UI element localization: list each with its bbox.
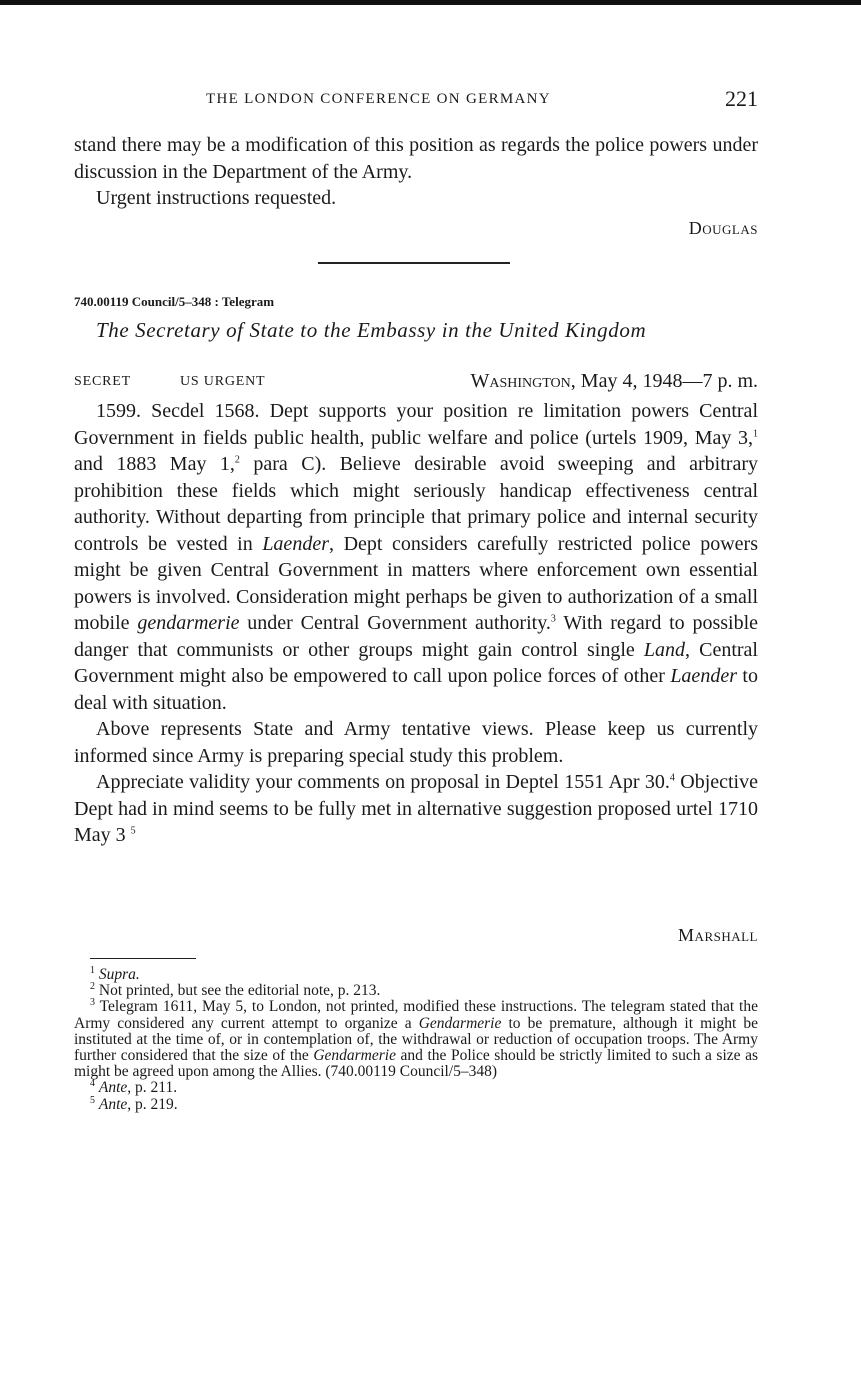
footnote-rule	[90, 958, 196, 959]
footnote-ref-5: 5	[130, 825, 136, 837]
section-divider	[318, 262, 510, 264]
paragraph-3	[74, 769, 758, 849]
footnote-1-number: 1	[90, 964, 95, 976]
footnote-3-text-c: and the Police should be strictly limited to such a size as might be agreed upon among the Allies. (740.00119 Council/5–348)	[74, 1047, 758, 1081]
classification-label: SECRET	[74, 374, 131, 389]
footnote-1	[74, 964, 758, 983]
urgent-request: Urgent instructions requested.	[96, 187, 337, 209]
p1-text-h: to deal with situation.	[74, 665, 758, 714]
page-number: 221	[725, 86, 758, 111]
telegram-body	[74, 398, 758, 849]
signature-douglas: Douglas	[688, 218, 758, 238]
p3-text-a: Appreciate validity your comments on proposal in Deptel 1551 Apr 30.	[96, 771, 670, 793]
footnote-4-number: 4	[90, 1078, 95, 1090]
priority-label: US URGENT	[180, 374, 266, 389]
p1-text-b: and 1883 May 1,	[74, 453, 235, 475]
footnote-3	[74, 999, 758, 1080]
footnote-3-number: 3	[90, 997, 95, 1009]
footnote-3-text-b: to be premature, although it might be instituted at the time of, or in contemplation of, the withdrawal or reduction of occupation troops. The Army further considered that the size of the	[74, 1014, 758, 1065]
p3-text-b: Objective Dept had in mind seems to be fully met in alternative suggestion proposed urtel 1710 May 3	[74, 771, 758, 846]
p1-text-e: under Central Government authority.	[239, 612, 551, 634]
running-head	[74, 86, 758, 116]
p1-gendarmerie: gendarmerie	[137, 612, 240, 634]
p1-laender: Laender	[262, 532, 329, 555]
top-edge-rule	[0, 0, 861, 5]
dateline	[74, 370, 758, 396]
p1-land: Land	[643, 638, 686, 661]
p1-text-f: With regard to possible danger that communists or other groups might gain control single	[74, 612, 759, 661]
footnotes	[74, 964, 758, 1113]
p1-text-g: , Central Government might also be empowered to call upon police forces of other	[74, 638, 758, 687]
file-reference: 740.00119 Council/5–348 : Telegram	[74, 294, 275, 309]
running-title: THE LONDON CONFERENCE ON GERMANY	[206, 91, 551, 107]
footnote-3-gendarmerie: Gendarmerie	[418, 1014, 502, 1032]
signature-marshall: Marshall	[678, 925, 758, 945]
footnote-5-ante: Ante	[98, 1095, 128, 1113]
footnote-5-number: 5	[90, 1094, 95, 1106]
p1-laender-2: Laender	[670, 665, 737, 687]
footnote-3-gendarmerie-2: Gendarmerie	[313, 1047, 396, 1065]
p1-text-c: para C). Believe desirable avoid sweeping and arbitrary prohibition these fields which might seriously handicap effectiveness central authority. Without departing from principle that primary police and internal security controls be vested in	[74, 453, 758, 555]
footnote-2	[74, 983, 758, 999]
place-date	[470, 370, 758, 393]
footnote-ref-3: 3	[550, 613, 556, 625]
footnote-2-text: Not printed, but see the editorial note, p. 213.	[98, 982, 381, 1000]
place: Washington	[470, 370, 571, 392]
footnote-5-text: , p. 219.	[127, 1095, 178, 1113]
footnote-ref-1: 1	[753, 427, 758, 439]
date: , May 4, 1948—7 p. m.	[570, 370, 758, 392]
paragraph-2: Above represents State and Army tentative views. Please keep us currently informed since Army is preparing special study this problem.	[74, 718, 758, 767]
p1-text-a: 1599. Secdel 1568. Dept supports your position re limitation powers Central Government in fields public health, public welfare and police (urtels 1909, May 3,	[74, 400, 758, 449]
continuation-text	[74, 132, 758, 212]
footnote-4-text: , p. 211.	[127, 1079, 178, 1097]
footnote-2-number: 2	[90, 981, 95, 993]
footnote-4-ante: Ante	[98, 1079, 128, 1097]
continuation-paragraph: stand there may be a modification of this position as regards the police powers under discussion in the Department of the Army.	[74, 134, 758, 183]
footnote-ref-4: 4	[669, 772, 675, 784]
paragraph-1	[74, 398, 758, 716]
footnote-5	[74, 1094, 758, 1113]
footnote-3-text-a: Telegram 1611, May 5, to London, not printed, modified these instructions. The telegram stated that the Army considered any current attempt to organize a	[74, 998, 758, 1032]
footnote-ref-2: 2	[234, 454, 240, 466]
footnote-1-text: Supra.	[98, 966, 140, 983]
p1-text-d: , Dept considers carefully restricted police powers might be given Central Government in matters where enforcement own essential powers is involved. Consideration might perhaps be given to authorization of a small mobile	[74, 532, 759, 634]
document-heading: The Secretary of State to the Embassy in the United Kingdom	[96, 318, 647, 342]
footnote-4	[74, 1080, 758, 1096]
